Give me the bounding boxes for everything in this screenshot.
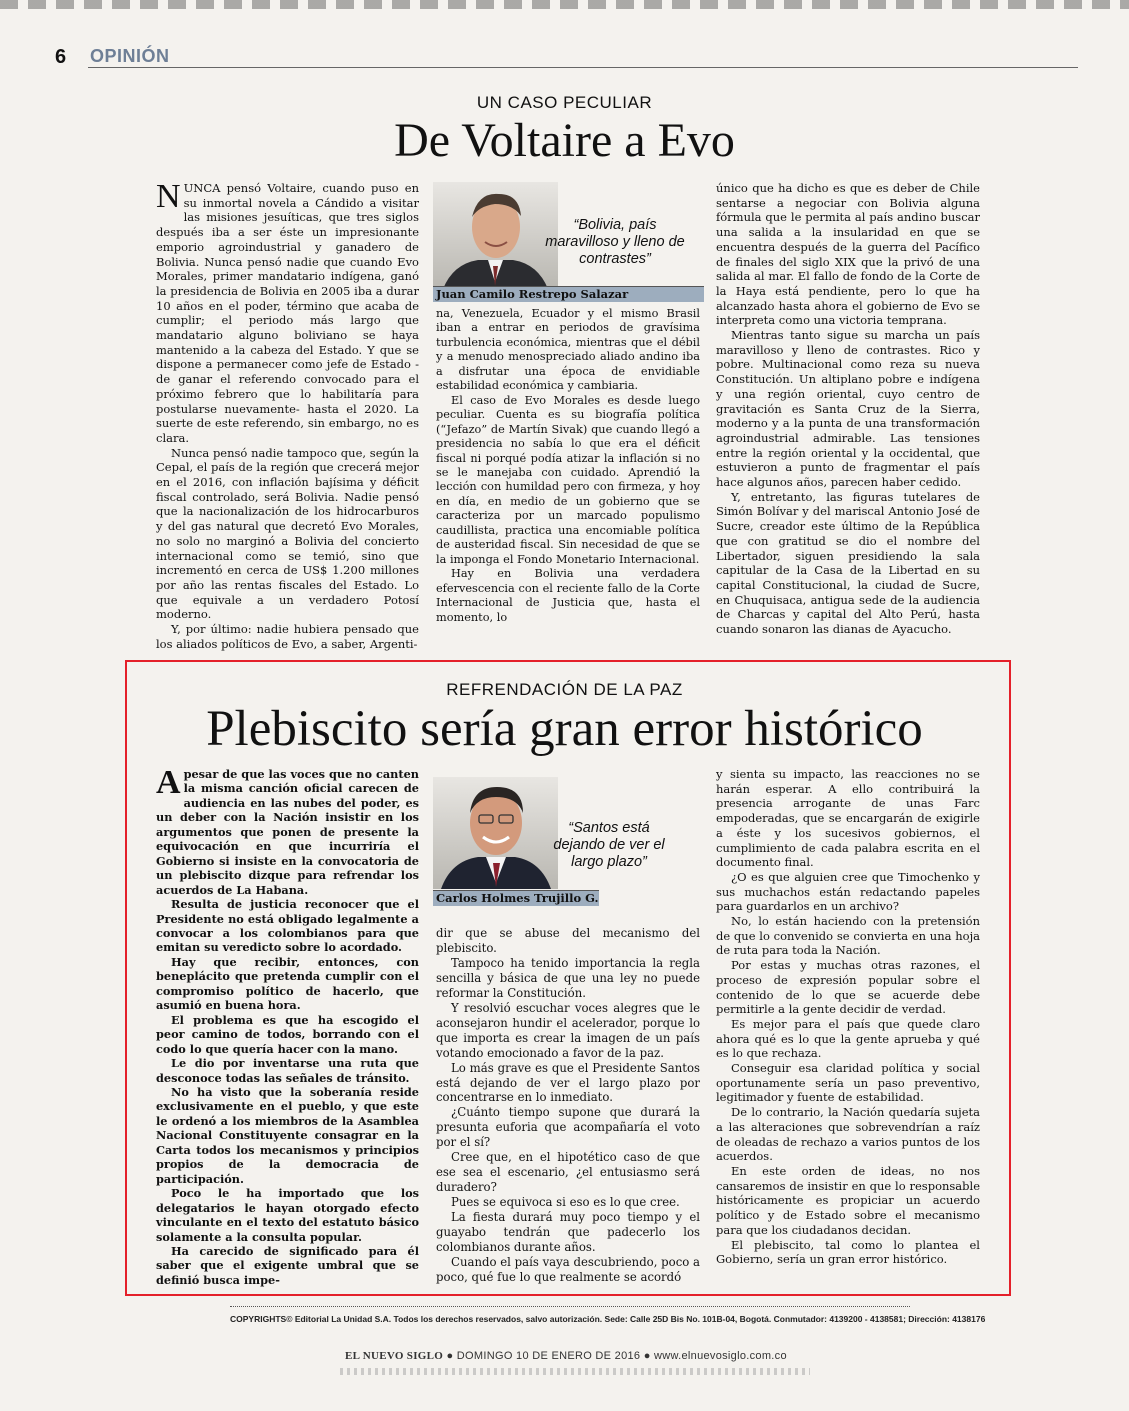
- article1-column-2: [436, 307, 700, 653]
- page-number: 6: [55, 46, 67, 68]
- article1-headline: De Voltaire a Evo: [394, 114, 735, 167]
- article-paragraph: De lo contrario, la Nación quedaría sujeta a las alteraciones que sobrevendrían a raíz de oleadas de rechazo a varios puntos de los acuerdos.: [716, 1105, 980, 1164]
- footer-website: www.elnuevosiglo.com.co: [654, 1350, 787, 1362]
- article2-author-nameplate: Carlos Holmes Trujillo G.: [433, 890, 599, 906]
- article-paragraph: Pues se equivoca si eso es lo que cree.: [451, 1195, 680, 1210]
- article-paragraph: Conseguir esa claridad política y social oportunamente sería un paso preventivo, legitimador y fuente de estabilidad.: [716, 1061, 980, 1105]
- article-paragraph: ¿Cuánto tiempo supone que durará la presunta euforia que acompañaría el voto por el sí?: [436, 1105, 700, 1150]
- article2-column-3: [716, 767, 980, 1287]
- article1-column-3: [716, 181, 980, 653]
- article-paragraph: Resulta de justicia reconocer que el Presidente no está obligado legalmente a convocar a los colombianos para que emitan su veredicto sobre lo acordado.: [156, 897, 419, 955]
- page-top-scan-edge: [0, 0, 1129, 9]
- page-footer: [345, 1350, 787, 1362]
- article-paragraph: No ha visto que la soberanía reside exclusivamente en el pueblo, y que este le ordenó a los miembros de la Asamblea Nacional Constituyente consagrar en la Carta todos los mecanismos y principios propios de la democracia de participación.: [156, 1084, 419, 1186]
- article2-headline: Plebiscito sería gran error histórico: [206, 701, 923, 757]
- article-paragraph: Y resolvió escuchar voces alegres que le aconsejaron hundir el acelerador, porque lo que importa es crear la imagen de un país votando emocionado a favor de la paz.: [436, 1000, 700, 1060]
- article1-pullquote: “Bolivia, país maravilloso y lleno de contrastes”: [545, 217, 685, 267]
- article-paragraph: Lo más grave es que el Presidente Santos está dejando de ver el largo plazo por concentrarse en lo inmediato.: [436, 1060, 700, 1105]
- article-paragraph: dir que se abuse del mecanismo del plebiscito.: [436, 926, 700, 955]
- article-paragraph: y sienta su impacto, las reacciones no se harán esperar. A ello contribuirá la presencia arrogante de unas Farc empoderadas, que se encargarán de exigirle a éste y los sucesivos gobiernos, el cumplimiento de cada palabra escrita en el documento final.: [716, 767, 980, 870]
- article-paragraph: En este orden de ideas, no nos cansaremos de insistir en que lo responsable históricamente es propiciar un acuerdo político y de Estado sobre el mecanismo para que los ciudadanos decidan.: [716, 1163, 980, 1237]
- article-paragraph: Por estas y muchas otras razones, el proceso de expresión popular sobre el contenido de lo que se acuerde debe permitirle a la gente decidir de verdad.: [716, 958, 980, 1017]
- article-paragraph: Poco le ha importado que los delegatarios le hayan otorgado efecto vinculante en el texto del estatuto básico solamente a la consulta popular.: [156, 1186, 419, 1244]
- footer-bullet-icon: ●: [446, 1350, 457, 1362]
- article-paragraph: Tampoco ha tenido importancia la regla sencilla y básica de que una ley no puede reformar la Constitución.: [436, 955, 700, 1000]
- article-paragraph: Cree que, en el hipotético caso de que ese sea el escenario, ¿el entusiasmo será duradero?: [436, 1150, 700, 1195]
- article1-column-1: [156, 178, 419, 653]
- article-paragraph: Hay en Bolivia una verdadera efervescencia con el reciente fallo de la Corte Internacional de Justicia que, hasta el momento, lo: [436, 567, 700, 624]
- drop-cap: N: [156, 178, 181, 215]
- portrait-icon: [433, 777, 558, 889]
- header-rule: [88, 67, 1078, 68]
- article-paragraph: Le dio por inventarse una ruta que desconoce todas las señales de tránsito.: [156, 1056, 419, 1085]
- article2-column-2: [436, 926, 700, 1287]
- article-paragraph: Y, entretanto, las figuras tutelares de Simón Bolívar y del mariscal Antonio José de Sucre, creador este último de la República que con gratitud se dio el nombre del Libertador, siguen presidiendo la sala capitular de la Casa de la Libertad en su capital Constitucional, la ciudad de Sucre, en Chuquisaca, antigua sede de la audiencia de Charcas y capital del Alto Perú, hasta cuando sonaron las dianas de Ayacucho.: [716, 489, 980, 637]
- article-paragraph: No, lo están haciendo con la pretensión de que lo convenido se convierta en una hoja de ruta para toda la Nación.: [716, 914, 980, 958]
- article-paragraph: El problema es que ha escogido el peor camino de todos, borrando con el codo lo que quería hacer con la mano.: [156, 1012, 419, 1056]
- article-paragraph: Y, por último: nadie hubiera pensado que los aliados políticos de Evo, a saber, Argenti-: [156, 622, 419, 651]
- article-paragraph: Es mejor para el país que quede claro ahora qué es lo que la gente aprueba y qué es lo que rechaza.: [716, 1016, 980, 1061]
- article-paragraph: Cuando el país vaya descubriendo, poco a poco, qué fue lo que realmente se acordó: [436, 1254, 700, 1284]
- article-paragraph: El plebiscito, tal como lo plantea el Gobierno, sería un gran error histórico.: [716, 1237, 980, 1267]
- article-paragraph: [156, 178, 419, 446]
- article-paragraph: Mientras tanto sigue su marcha un país maravilloso y lleno de contrastes. Rico y pobre. Multinacional como reza su nueva Constitución. Un altiplano pobre e indígena y una región oriental, cuyo centro de gravitación es Santa Cruz de la Sierra, moderno y a la punta de una transformación agroindustrial admirable. Las tensiones entre la región oriental y la occidental, que estuvieron a punto de fragmentar el país hace algunos años, parecen haber cedido.: [716, 328, 980, 490]
- article-paragraph: Nunca pensó nadie tampoco que, según la Cepal, el país de la región que crecerá mejor en el 2016, con inflación bajísima y déficit fiscal controlado, será Bolivia. Nadie pensó que la nacionalización de los hidrocarburos y del gas natural que decretó Evo Morales, no solo no marginó a Bolivia del concierto internacional como se temió, sino que incrementó en cerca de US$ 1.200 millones por año las rentas fiscales del Estado. Lo que equivale a un verdadero Potosí moderno.: [156, 445, 419, 622]
- article1-author-nameplate: Juan Camilo Restrepo Salazar: [433, 286, 704, 302]
- lead-words: UNCA: [183, 181, 221, 195]
- article-paragraph: na, Venezuela, Ecuador y el mismo Brasil iban a entrar en periodos de gravísima turbulencia económica, mientras que el débil y a menudo menospreciado aliado andino iba a disfrutar una época de envidiable estabilidad económica y cambiaria.: [436, 307, 700, 393]
- paragraph-text: pensó Voltaire, cuando puso en su inmortal novela a Cándido a visitar las misiones jesuíticas, que tres siglos después iba a ser éste un impresionante emporio agroindustrial y ganadero de Bolivia. Nunca pensó nadie que cuando Evo Morales, primer mandatario indígena, ganó la presidencia de Bolivia en 2005 iba a durar 10 años en el poder, término que acaba de cumplir; el periodo más largo que mandatario alguno boliviano se haya mantenido a la cabeza del Estado. Y que se dispone a permanecer como jefe de Estado -de ganar el referendo convocado para el próximo febrero que lo habilitaría para postularse nuevamente- hasta el 2020. La suerte de este referendo, sin embargo, no es clara.: [156, 181, 419, 445]
- footer-date: DOMINGO 10 DE ENERO DE 2016: [456, 1350, 641, 1362]
- author-photo-carlos-holmes: [433, 777, 558, 889]
- article1-kicker: UN CASO PECULIAR: [476, 93, 653, 112]
- article2-kicker: REFRENDACIÓN DE LA PAZ: [446, 680, 683, 699]
- copyright-rule: [230, 1306, 910, 1307]
- article-paragraph: Ha carecido de significado para él saber que el exigente umbral que se definió busca impe-: [156, 1243, 419, 1287]
- footer-bullet-icon: ●: [643, 1350, 655, 1362]
- footer-paper-name: EL NUEVO SIGLO: [345, 1350, 444, 1362]
- drop-cap: A: [156, 764, 181, 801]
- article2-column-1: [156, 764, 419, 1287]
- article-paragraph: [156, 764, 419, 897]
- article-paragraph: único que ha dicho es que es deber de Chile sentarse a negociar con Bolivia alguna fórmula que le permita al país andino buscar una salida a la insularidad en que se encuentra después de la guerra del Pacífico de finales del siglo XIX que la privó de una salida al mar. El fallo de fondo de la Corte de la Haya está pendiente, pero lo que ha alcanzado hasta ahora el gobierno de Evo se interpreta como una victoria temprana.: [716, 181, 980, 328]
- article-paragraph: ¿O es que alguien cree que Timochenko y sus muchachos están redactando papeles para guardarlos en un archivo?: [716, 869, 980, 914]
- article2-pullquote: “Santos está dejando de ver el largo plazo”: [553, 820, 665, 870]
- footer-scan-noise: [340, 1368, 810, 1375]
- section-label: OPINIÓN: [90, 46, 170, 66]
- paragraph-text: pesar de que las voces que no canten la misma canción oficial carecen de audiencia en las nubes del poder, es un deber con la Nación insistir en los argumentos que ponen de presente la equivocación en que incurriría el Gobierno si insiste en la convocatoria de un plebiscito dizque para refrendar los acuerdos de La Habana.: [156, 767, 419, 897]
- article-paragraph: Hay que recibir, entonces, con beneplácito que pretenda cumplir con el compromiso político de hacerlo, que asumió en buena hora.: [156, 954, 419, 1013]
- article-paragraph: La fiesta durará muy poco tiempo y el guayabo tendrán que padecerlo los colombianos durante años.: [436, 1210, 700, 1255]
- article-paragraph: El caso de Evo Morales es desde luego peculiar. Cuenta es su biografía política (“Jefazo” de Martín Sivak) que cuando llegó a presidencia no sabía lo que era el déficit fiscal ni porqué podía atizar la inflación si no se le manejaba con cuidado. Aprendió la lección con humildad pero con firmeza, y hoy en día, en medio de un gobierno que se caracteriza por un marcado populismo caudillista, practica una encomiable política de austeridad fiscal. Sin necesidad de que se la imponga el Fondo Monetario Internacional.: [436, 393, 700, 566]
- copyright-line: COPYRIGHTS© Editorial La Unidad S.A. Todos los derechos reservados, salvo autorización. Sede: Calle 25D Bis No. 101B-04, Bogotá. Conmutador: 4139200 - 4138581; Dirección: 4138176: [230, 1314, 986, 1324]
